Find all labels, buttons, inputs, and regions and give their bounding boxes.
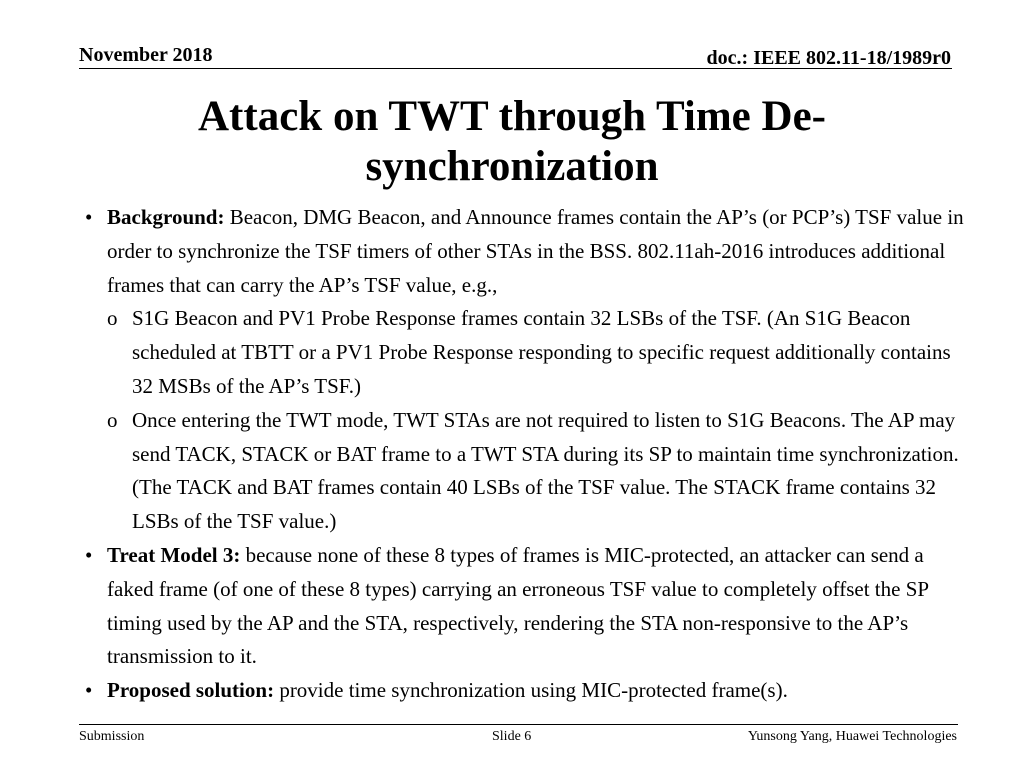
sub-bullet-text: Once entering the TWT mode, TWT STAs are not required to listen to S1G Beacons. The AP may send TACK, STACK or BAT frame to a TWT STA during its SP to maintain time synchronization. (The TACK and BAT frames contain 40 LSBs of the TSF value. The STACK frame contains 32 LSBs of the TSF value.) <box>132 407 959 534</box>
slide-body <box>80 201 975 708</box>
bullet-marker: • <box>85 542 93 567</box>
sub-bullet-marker: o <box>107 306 118 331</box>
footer-submission: Submission <box>79 729 145 744</box>
footer-author: Yunsong Yang, Huawei Technologies <box>747 729 957 744</box>
bullet-label: Proposed solution: <box>107 678 275 703</box>
footer-slide-number: Slide 6 <box>492 729 532 744</box>
bullet-label: Background: <box>107 205 225 229</box>
header-divider <box>79 68 952 69</box>
bullet-proposed-solution <box>80 674 975 708</box>
bullet-marker: • <box>85 678 93 703</box>
slide-title-line-1: Attack on TWT through Time De- <box>198 93 826 140</box>
bullet-background <box>80 201 975 302</box>
header-date: November 2018 <box>79 44 213 66</box>
bullet-threat-model <box>80 539 975 674</box>
sub-bullet-marker: o <box>107 407 118 432</box>
sub-bullet-twt-mode <box>80 404 975 539</box>
sub-bullet-s1g-beacon <box>80 302 975 403</box>
bullet-label: Treat Model 3: <box>107 542 241 567</box>
bullet-text: because none of these 8 types of frames is MIC-protected, an attacker can send a faked frame (of one of these 8 types) carrying an erroneous TSF value to completely offset the SP timing used by the AP and the STA, respectively, rendering the STA non-responsive to the AP’s transmission to it. <box>107 542 929 669</box>
header-doc-number: doc.: IEEE 802.11-18/1989r0 <box>706 47 951 69</box>
bullet-text: Beacon, DMG Beacon, and Announce frames contain the AP’s (or PCP’s) TSF value in order to synchronize the TSF timers of other STAs in the BSS. 802.11ah-2016 introduces additional frames that can carry the AP’s TSF value, e.g., <box>107 205 964 297</box>
footer-divider <box>79 724 958 725</box>
slide-title <box>120 92 904 192</box>
slide-title-line-2: synchronization <box>365 143 659 190</box>
bullet-text: provide time synchronization using MIC-protected frame(s). <box>274 678 788 703</box>
bullet-marker: • <box>85 205 93 229</box>
sub-bullet-text: S1G Beacon and PV1 Probe Response frames contain 32 LSBs of the TSF. (An S1G Beacon scheduled at TBTT or a PV1 Probe Response responding to specific request additionally contains 32 MSBs of the AP’s TSF.) <box>132 306 951 398</box>
